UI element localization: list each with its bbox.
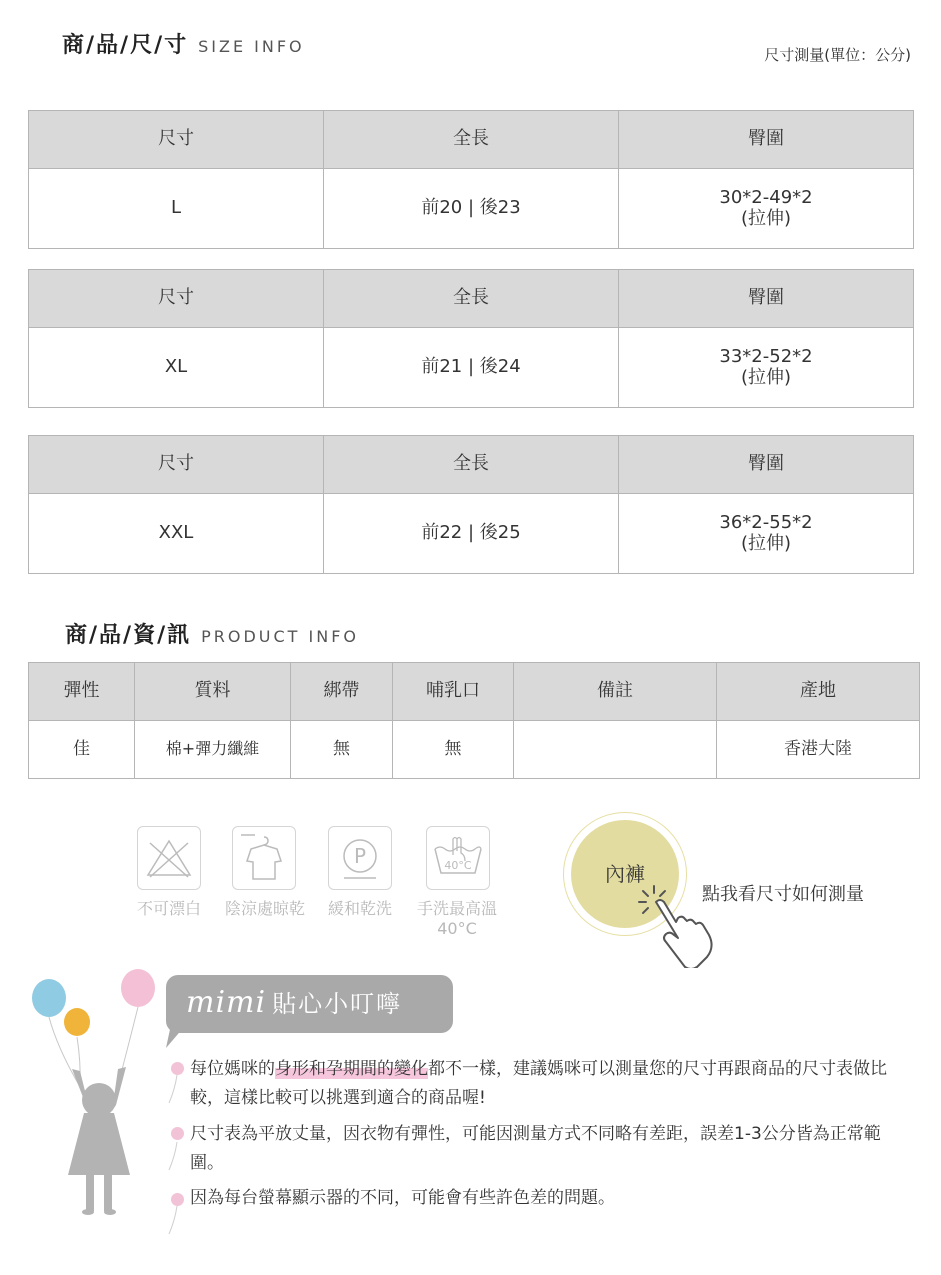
strap-value: 無 [291, 721, 393, 779]
measure-link[interactable]: 點我看尺寸如何測量 [702, 884, 864, 905]
remarks-value [514, 721, 717, 779]
size-table-l [28, 110, 914, 249]
hip-value: 30*2-49*2 [719, 186, 813, 208]
girl-balloons-illustration [28, 965, 168, 1220]
tip-item-1 [190, 1055, 905, 1113]
tip-3-text: 因為每台螢幕顯示器的不同，可能會有些許色差的問題。 [190, 1188, 615, 1208]
header-length: 全長 [324, 270, 619, 328]
length-value: 前22 | 後25 [324, 494, 619, 574]
header-size: 尺寸 [29, 436, 324, 494]
product-info-table [28, 662, 920, 779]
hip-value: 36*2-55*2 [719, 511, 813, 533]
hip-cell [619, 328, 914, 408]
hip-value: 33*2-52*2 [719, 345, 813, 367]
tip-1-post: 都不一樣，建議媽咪可以測量您的尺寸再跟商品的尺寸表做比較，這樣比較可以挑選到適合的商品喔! [190, 1059, 887, 1108]
care-label-gentle-dry-clean: 緩和乾洗 [327, 899, 392, 918]
gentle-dry-clean-icon [328, 826, 392, 890]
shade-dry-icon [232, 826, 296, 890]
hip-note: (拉伸) [740, 366, 792, 388]
tip-2-text: 尺寸表為平放丈量，因衣物有彈性，可能因測量方式不同略有差距，誤差1-3公分皆為正常範圍。 [190, 1124, 881, 1173]
care-label-hand-wash [402, 896, 512, 938]
hip-note: (拉伸) [740, 532, 792, 554]
size-section-title [62, 28, 305, 59]
care-label-hand-wash-line2: 40°C [437, 919, 477, 938]
header-hip: 臀圍 [619, 111, 914, 169]
hand-wash-40-icon [426, 826, 490, 890]
care-label-hand-wash-line1: 手洗最高溫 [416, 899, 497, 918]
header-material: 質料 [135, 663, 291, 721]
product-section-title [65, 618, 359, 649]
care-label-no-bleach: 不可漂白 [136, 899, 201, 918]
unit-note: 尺寸測量(單位：公分) [764, 46, 911, 64]
elasticity-value: 佳 [29, 721, 135, 779]
product-title-zh: 商/品/資/訊 [65, 623, 192, 648]
header-origin: 產地 [717, 663, 920, 721]
hip-note: (拉伸) [740, 207, 792, 229]
no-bleach-icon [137, 826, 201, 890]
header-nursing-opening: 哺乳口 [393, 663, 514, 721]
material-value: 棉+彈力纖維 [135, 721, 291, 779]
header-hip: 臀圍 [619, 436, 914, 494]
nursing-opening-value: 無 [393, 721, 514, 779]
tip-item-2 [190, 1120, 905, 1178]
hip-cell [619, 169, 914, 249]
tips-title-text: 貼心小叮嚀 [272, 990, 403, 1018]
header-elasticity: 彈性 [29, 663, 135, 721]
length-value: 前20 | 後23 [324, 169, 619, 249]
size-title-en: SIZE INFO [198, 37, 305, 56]
length-value: 前21 | 後24 [324, 328, 619, 408]
header-size: 尺寸 [29, 270, 324, 328]
size-value: XXL [29, 494, 324, 574]
header-length: 全長 [324, 111, 619, 169]
tip-bullet-stems [164, 1070, 184, 1240]
bubble-tail [166, 1020, 196, 1050]
product-title-en: PRODUCT INFO [201, 627, 360, 646]
header-hip: 臀圍 [619, 270, 914, 328]
tip-item-3 [190, 1184, 905, 1213]
size-table-xl [28, 269, 914, 408]
tip-1-highlight: 身形和孕期間的變化 [275, 1059, 428, 1079]
size-table-xxl [28, 435, 914, 574]
measure-circle-label: 內褲 [605, 862, 645, 886]
svg-text:P: P [353, 844, 367, 868]
tip-1-pre: 每位媽咪的 [190, 1059, 275, 1079]
tub-temp-label: 40°C [444, 859, 472, 872]
header-remarks: 備註 [514, 663, 717, 721]
tips-title [186, 984, 402, 1020]
header-size: 尺寸 [29, 111, 324, 169]
origin-value: 香港大陸 [717, 721, 920, 779]
care-label-shade-dry: 陰涼處晾乾 [224, 899, 305, 918]
tips-brand: mimi [186, 985, 267, 1020]
header-length: 全長 [324, 436, 619, 494]
size-title-zh: 商/品/尺/寸 [62, 33, 189, 58]
header-strap: 綁帶 [291, 663, 393, 721]
size-value: XL [29, 328, 324, 408]
hip-cell [619, 494, 914, 574]
size-value: L [29, 169, 324, 249]
